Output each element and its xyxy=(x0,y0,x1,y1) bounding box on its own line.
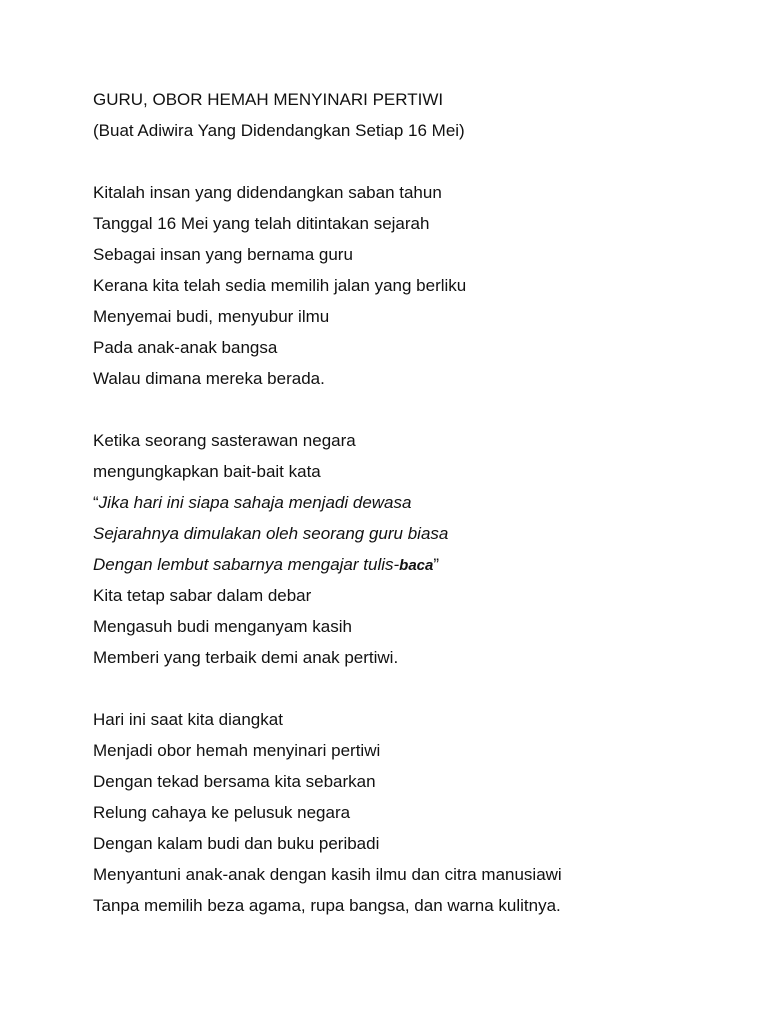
poem-title: GURU, OBOR HEMAH MENYINARI PERTIWI xyxy=(93,90,444,109)
poem-line: Memberi yang terbaik demi anak pertiwi. xyxy=(93,648,399,667)
poem-line: Tanpa memilih beza agama, rupa bangsa, dan warna kulitnya. xyxy=(93,896,561,915)
quote-text: Jika hari ini siapa sahaja menjadi dewasa xyxy=(98,493,412,512)
stanza-gap xyxy=(93,394,753,425)
poem-line: Hari ini saat kita diangkat xyxy=(93,710,283,729)
stanza-gap xyxy=(93,146,753,177)
poem-line: Kerana kita telah sedia memilih jalan yang berliku xyxy=(93,276,467,295)
poem-line: Dengan tekad bersama kita sebarkan xyxy=(93,772,376,791)
poem-line: Dengan kalam budi dan buku peribadi xyxy=(93,834,380,853)
quote-line xyxy=(93,487,753,518)
close-quote: ” xyxy=(433,555,440,574)
quote-line xyxy=(93,549,753,580)
poem-line: Menyantuni anak-anak dengan kasih ilmu dan citra manusiawi xyxy=(93,865,562,884)
stanza-1 xyxy=(93,177,753,394)
poem-line: Mengasuh budi menganyam kasih xyxy=(93,617,352,636)
quote-line: Sejarahnya dimulakan oleh seorang guru biasa xyxy=(93,524,449,543)
poem-line: Relung cahaya ke pelusuk negara xyxy=(93,803,351,822)
poem-line: Pada anak-anak bangsa xyxy=(93,338,278,357)
poem-line: Kitalah insan yang didendangkan saban tahun xyxy=(93,183,442,202)
open-quote: “ xyxy=(93,493,99,512)
poem-line: Kita tetap sabar dalam debar xyxy=(93,586,312,605)
stanza-2 xyxy=(93,425,753,673)
poem-line: Menyemai budi, menyubur ilmu xyxy=(93,307,330,326)
poem-line: Ketika seorang sasterawan negara xyxy=(93,431,356,450)
poem-line: Sebagai insan yang bernama guru xyxy=(93,245,353,264)
stanza-3 xyxy=(93,704,753,921)
poem xyxy=(93,84,753,921)
poem-line: Walau dimana mereka berada. xyxy=(93,369,325,388)
quote-bold-word: baca xyxy=(399,557,434,574)
poem-subtitle: (Buat Adiwira Yang Didendangkan Setiap 16 Mei) xyxy=(93,121,465,140)
poem-line: Menjadi obor hemah menyinari pertiwi xyxy=(93,741,381,760)
stanza-gap xyxy=(93,673,753,704)
quote-text: Dengan lembut sabarnya mengajar tulis- xyxy=(93,555,400,574)
poem-line: mengungkapkan bait-bait kata xyxy=(93,462,321,481)
poem-line: Tanggal 16 Mei yang telah ditintakan sejarah xyxy=(93,214,430,233)
